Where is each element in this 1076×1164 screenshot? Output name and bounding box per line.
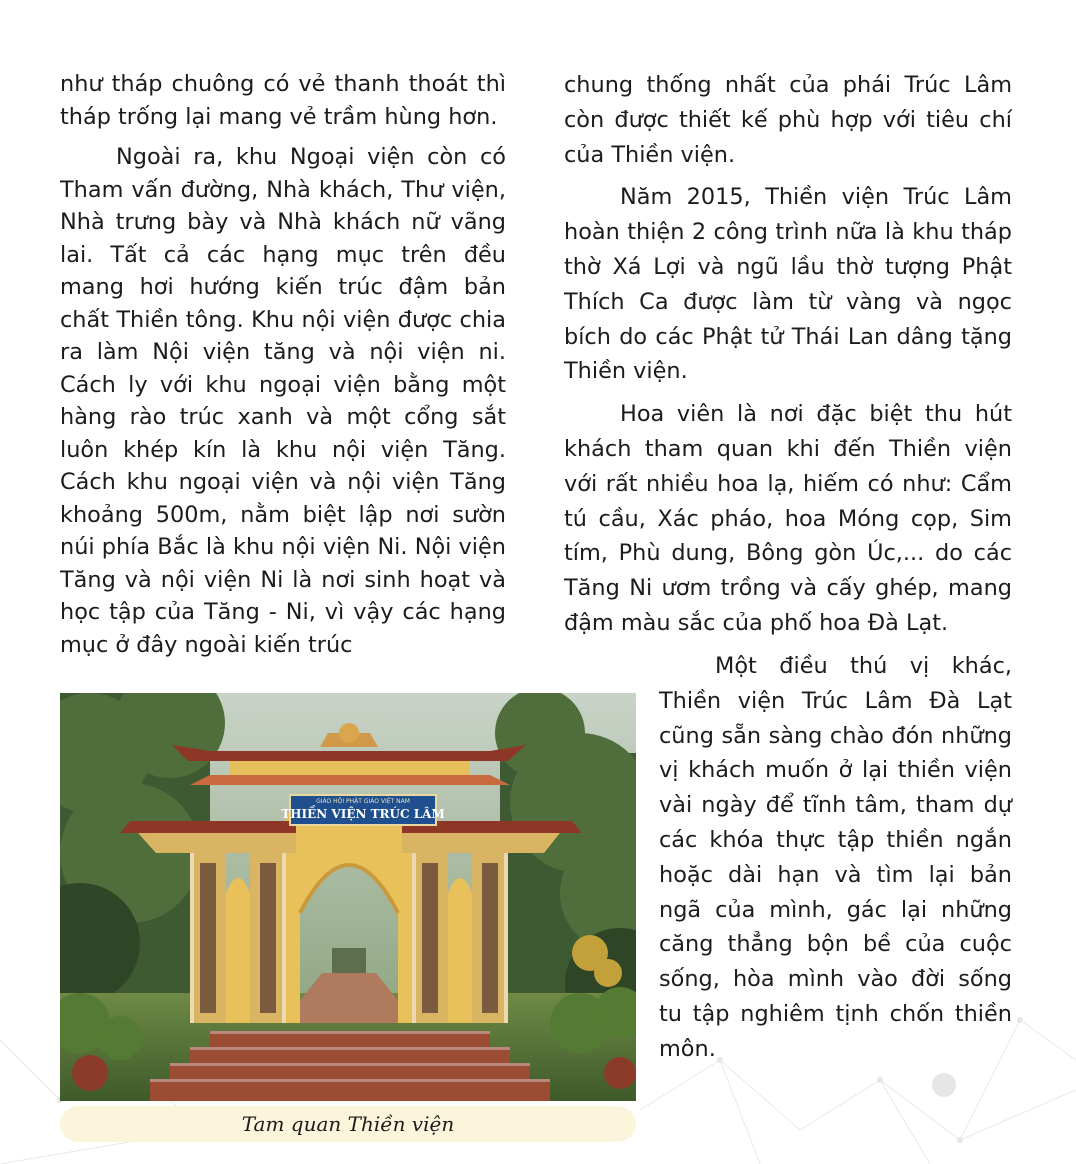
right-text-column — [564, 68, 1012, 641]
right-paragraph-3: Hoa viên là nơi đặc biệt thu hút khách tham quan khi đến Thiền viện với rất nhiều hoa lạ, hiếm có như: Cẩm tú cầu, Xác pháo, hoa Móng cọp, Sim tím, Phù dung, Bông gòn Úc,... do các Tăng Ni ươm trồng và cấy ghép, mang đậm màu sắc của phố hoa Đà Lạt. — [564, 401, 1012, 636]
photo-caption: Tam quan Thiền viện — [60, 1106, 636, 1142]
temple-gate-illustration — [60, 693, 636, 1101]
left-paragraph-1: như tháp chuông có vẻ thanh thoát thì tháp trống lại mang vẻ trầm hùng hơn. — [60, 71, 506, 130]
left-text-column — [60, 68, 506, 661]
right-paragraph-1: chung thống nhất của phái Trúc Lâm còn được thiết kế phù hợp với tiêu chí của Thiền viện. — [564, 72, 1012, 168]
temple-gate-photo — [60, 693, 636, 1101]
left-paragraph-2: Ngoài ra, khu Ngoại viện còn có Tham vấn đường, Nhà khách, Thư viện, Nhà trưng bày và Nhà khách nữ vãng lai. Tất cả các hạng mục trên đều mang hơi hướng kiến trúc đậm bản chất Thiền tông. Khu nội viện được chia ra làm Nội viện tăng và nội viện ni. Cách ly với khu ngoại viện bằng một hàng rào trúc xanh và một cổng sắt luôn khép kín là khu nội viện Tăng. Cách khu ngoại viện và nội viện Tăng khoảng 500m, nằm biệt lập nơi sườn núi phía Bắc là khu nội viện Ni. Nội viện Tăng và nội viện Ni là nơi sinh hoạt và học tập của Tăng - Ni, vì vậy các hạng mục ở đây ngoài kiến trúc — [60, 144, 506, 658]
sign-top-text: GIÁO HỘI PHẬT GIÁO VIỆT NAM — [316, 798, 410, 805]
sign-main-text: THIỀN VIỆN TRÚC LÂM — [281, 807, 445, 821]
right-lower-text-column — [659, 649, 1012, 1067]
right-paragraph-2: Năm 2015, Thiền viện Trúc Lâm hoàn thiện 2 công trình nữa là khu tháp thờ Xá Lợi và ngũ lầu thờ tượng Phật Thích Ca được làm từ vàng và ngọc bích do các Phật tử Thái Lan dâng tặng Thiền viện. — [564, 184, 1012, 385]
right-paragraph-4: Một điều thú vị khác, Thiền viện Trúc Lâm Đà Lạt cũng sẵn sàng chào đón những vị khách muốn ở lại thiền viện vài ngày để tĩnh tâm, tham dự các khóa thực tập thiền ngắn hoặc dài hạn và tìm lại bản ngã của mình, gác lại những căng thẳng bộn bề của cuộc sống, hòa mình vào đời sống tu tập nghiêm tịnh chốn thiền môn. — [659, 653, 1012, 1062]
